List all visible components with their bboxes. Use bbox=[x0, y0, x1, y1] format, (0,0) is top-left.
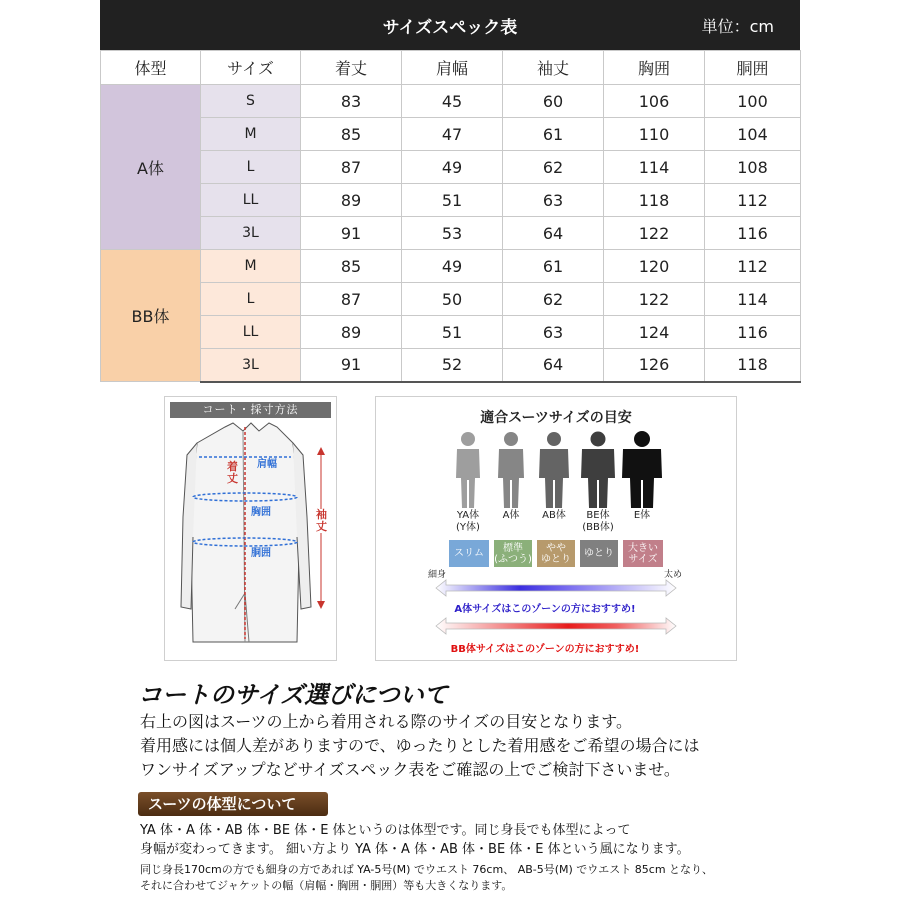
value-cell: 51 bbox=[402, 184, 503, 217]
size-cell: L bbox=[201, 151, 301, 184]
suit-types-paragraph-2: 身幅が変わってきます。 細い方より YA 体・A 体・AB 体・BE 体・E 体という風になります。 bbox=[140, 842, 690, 857]
size-cell: 3L bbox=[201, 349, 301, 382]
value-cell: 49 bbox=[402, 151, 503, 184]
size-cell: S bbox=[201, 85, 301, 118]
value-cell: 47 bbox=[402, 118, 503, 151]
a-zone-arrow bbox=[436, 580, 676, 596]
value-cell: 62 bbox=[503, 151, 604, 184]
about-paragraph-3: ワンサイズアップなどサイズスペック表をご確認の上でご検討下さいませ。 bbox=[140, 760, 680, 779]
value-cell: 122 bbox=[604, 283, 705, 316]
value-cell: 87 bbox=[301, 283, 402, 316]
tag-loose: ゆとり bbox=[580, 540, 618, 567]
value-cell: 118 bbox=[705, 349, 801, 382]
value-cell: 89 bbox=[301, 316, 402, 349]
value-cell: 112 bbox=[705, 250, 801, 283]
header-sleeve: 袖丈 bbox=[503, 51, 604, 85]
spec-table-header bbox=[100, 0, 800, 50]
header-waist: 胴囲 bbox=[705, 51, 801, 85]
suit-types-note-1: 同じ身長170cmの方でも細身の方であれば YA-5号(M) でウエスト 76cm、 AB-5号(M) でウエスト 85cm となり、 bbox=[140, 863, 714, 876]
value-cell: 45 bbox=[402, 85, 503, 118]
person-icon-a bbox=[489, 430, 533, 510]
coat-diagram-title: コート・採寸方法 bbox=[170, 402, 331, 418]
value-cell: 112 bbox=[705, 184, 801, 217]
person-icon-be bbox=[576, 430, 620, 510]
coat-size-heading: コートのサイズ選びについて bbox=[138, 680, 448, 709]
a-zone-text: A体サイズはこのゾーンの方におすすめ! bbox=[454, 604, 636, 615]
value-cell: 53 bbox=[402, 217, 503, 250]
value-cell: 63 bbox=[503, 316, 604, 349]
thin-label: 細身 bbox=[428, 570, 447, 580]
size-cell: M bbox=[201, 250, 301, 283]
unit-label: 単位：cm bbox=[701, 17, 774, 36]
table-row bbox=[101, 316, 801, 349]
tag-slim: スリム bbox=[449, 540, 489, 567]
value-cell: 83 bbox=[301, 85, 402, 118]
value-cell: 51 bbox=[402, 316, 503, 349]
sleeve-label: 袖丈 bbox=[316, 508, 327, 533]
value-cell: 108 bbox=[705, 151, 801, 184]
header-shoulder: 肩幅 bbox=[402, 51, 503, 85]
tag-slightly-loose: やや ゆとり bbox=[537, 540, 575, 567]
shoulder-label: 肩幅 bbox=[257, 459, 277, 470]
value-cell: 114 bbox=[604, 151, 705, 184]
chest-label: 胸囲 bbox=[251, 507, 271, 518]
table-row bbox=[101, 118, 801, 151]
about-paragraph-2: 着用感には個人差がありますので、ゆったりとした着用感をご希望の場合には bbox=[140, 736, 700, 755]
table-row bbox=[101, 250, 801, 283]
bb-zone-text: BB体サイズはこのゾーンの方におすすめ! bbox=[450, 644, 640, 655]
figure-label-be: BE体 (BB体) bbox=[582, 510, 614, 533]
value-cell: 63 bbox=[503, 184, 604, 217]
value-cell: 64 bbox=[503, 217, 604, 250]
value-cell: 52 bbox=[402, 349, 503, 382]
value-cell: 60 bbox=[503, 85, 604, 118]
value-cell: 110 bbox=[604, 118, 705, 151]
body-type-bb: BB体 bbox=[101, 250, 201, 382]
value-cell: 87 bbox=[301, 151, 402, 184]
value-cell: 89 bbox=[301, 184, 402, 217]
figure-label-ab: AB体 bbox=[542, 510, 566, 521]
table-row bbox=[101, 184, 801, 217]
suit-types-heading: スーツの体型について bbox=[138, 792, 328, 816]
value-cell: 122 bbox=[604, 217, 705, 250]
value-cell: 91 bbox=[301, 349, 402, 382]
coat-illustration bbox=[165, 397, 336, 660]
size-cell: LL bbox=[201, 316, 301, 349]
table-row bbox=[101, 85, 801, 118]
body-type-a: A体 bbox=[101, 85, 201, 250]
figure-label-ya: YA体 (Y体) bbox=[456, 510, 480, 533]
value-cell: 61 bbox=[503, 118, 604, 151]
header-length: 着丈 bbox=[301, 51, 402, 85]
figure-label-a: A体 bbox=[502, 510, 520, 521]
value-cell: 50 bbox=[402, 283, 503, 316]
guide-title: 適合スーツサイズの目安 bbox=[480, 410, 632, 426]
value-cell: 126 bbox=[604, 349, 705, 382]
value-cell: 61 bbox=[503, 250, 604, 283]
value-cell: 85 bbox=[301, 250, 402, 283]
size-spec-table bbox=[100, 50, 801, 383]
thick-label: 太め bbox=[664, 570, 683, 580]
coat-measurement-diagram bbox=[164, 396, 337, 661]
header-chest: 胸囲 bbox=[604, 51, 705, 85]
value-cell: 62 bbox=[503, 283, 604, 316]
value-cell: 91 bbox=[301, 217, 402, 250]
table-row bbox=[101, 217, 801, 250]
table-row bbox=[101, 151, 801, 184]
value-cell: 64 bbox=[503, 349, 604, 382]
table-row bbox=[101, 283, 801, 316]
person-icon-e bbox=[620, 430, 664, 510]
person-icon-ab bbox=[532, 430, 576, 510]
person-icon-ya bbox=[446, 430, 490, 510]
value-cell: 85 bbox=[301, 118, 402, 151]
value-cell: 124 bbox=[604, 316, 705, 349]
suit-types-note-2: それに合わせてジャケットの幅（肩幅・胸囲・胴囲）等も大きくなります。 bbox=[140, 879, 513, 892]
size-cell: 3L bbox=[201, 217, 301, 250]
value-cell: 49 bbox=[402, 250, 503, 283]
tag-large: 大きい サイズ bbox=[623, 540, 663, 567]
value-cell: 116 bbox=[705, 217, 801, 250]
value-cell: 104 bbox=[705, 118, 801, 151]
length-label: 着丈 bbox=[227, 460, 238, 485]
waist-label: 胴囲 bbox=[251, 548, 271, 559]
value-cell: 118 bbox=[604, 184, 705, 217]
value-cell: 114 bbox=[705, 283, 801, 316]
spec-table-title: サイズスペック表 bbox=[382, 18, 518, 38]
figure-label-e: E体 bbox=[633, 510, 651, 521]
header-size: サイズ bbox=[201, 51, 301, 85]
size-cell: L bbox=[201, 283, 301, 316]
size-cell: LL bbox=[201, 184, 301, 217]
table-row bbox=[101, 349, 801, 382]
header-body-type: 体型 bbox=[101, 51, 201, 85]
bb-zone-arrow bbox=[436, 618, 676, 634]
size-cell: M bbox=[201, 118, 301, 151]
value-cell: 116 bbox=[705, 316, 801, 349]
value-cell: 100 bbox=[705, 85, 801, 118]
value-cell: 120 bbox=[604, 250, 705, 283]
tag-standard: 標準 (ふつう) bbox=[494, 540, 532, 567]
about-paragraph-1: 右上の図はスーツの上から着用される際のサイズの目安となります。 bbox=[140, 712, 633, 731]
suit-types-paragraph-1: YA 体・A 体・AB 体・BE 体・E 体というのは体型です。同じ身長でも体型によって bbox=[140, 823, 631, 838]
value-cell: 106 bbox=[604, 85, 705, 118]
